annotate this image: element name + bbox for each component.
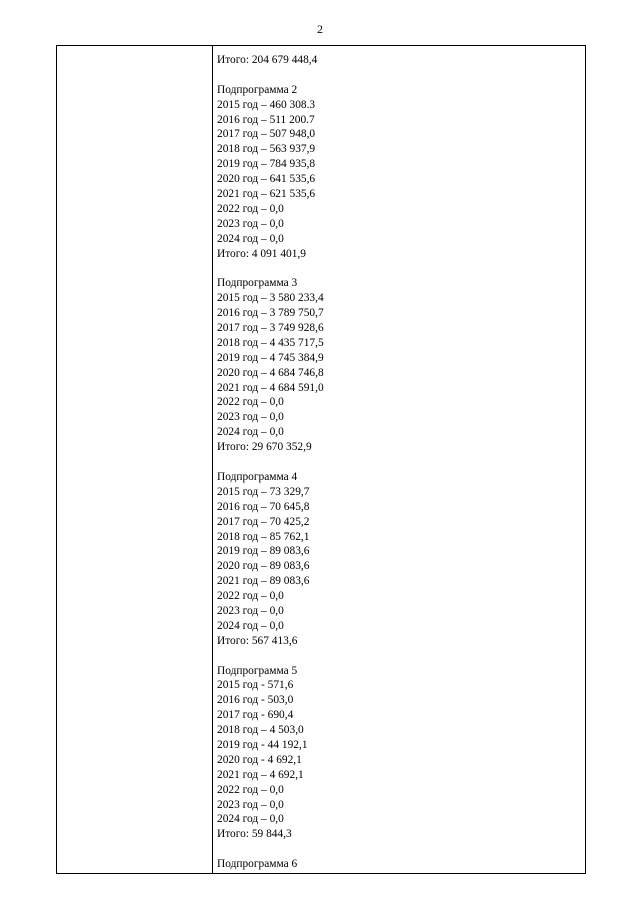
subprogram-total: Итого: 4 091 401,9 [217, 247, 306, 260]
year-amount-line: 2024 год – 0,0 [217, 426, 284, 439]
table-left-cell [57, 46, 213, 873]
year-amount-line: 2016 год – 70 645,8 [217, 500, 310, 513]
block-spacer [217, 649, 585, 664]
subprogram-heading: Подпрограмма 4 [217, 470, 298, 483]
funding-table [56, 45, 586, 874]
year-amount-line: 2020 год - 4 692,1 [217, 753, 302, 766]
subprogram-heading: Подпрограмма 2 [217, 83, 298, 96]
subprogram-block [217, 83, 585, 262]
year-amount-line: 2021 год – 4 684 591,0 [217, 381, 324, 394]
year-amount-line: 2016 год – 3 789 750,7 [217, 307, 324, 320]
year-amount-line: 2019 год – 89 083,6 [217, 545, 310, 558]
year-amount-line: 2020 год – 641 535,6 [217, 173, 316, 186]
year-amount-line: 2020 год – 4 684 746,8 [217, 366, 324, 379]
year-amount-line: 2022 год – 0,0 [217, 202, 284, 215]
year-amount-line: 2024 год – 0,0 [217, 619, 284, 632]
year-amount-line: 2019 год - 44 192,1 [217, 738, 308, 751]
year-amount-line: 2018 год – 563 937,9 [217, 143, 316, 156]
year-amount-line: 2022 год – 0,0 [217, 783, 284, 796]
subprogram-block [217, 53, 585, 68]
year-amount-line: 2019 год – 4 745 384,9 [217, 351, 324, 364]
year-amount-line: 2023 год – 0,0 [217, 604, 284, 617]
block-spacer [217, 455, 585, 470]
year-amount-line: 2018 год – 85 762,1 [217, 530, 310, 543]
subprogram-heading: Подпрограмма 5 [217, 664, 298, 677]
page-number: 2 [317, 22, 323, 36]
year-amount-line: 2021 год – 89 083,6 [217, 575, 310, 588]
year-amount-line: 2016 год - 503,0 [217, 694, 294, 707]
year-amount-line: 2022 год – 0,0 [217, 396, 284, 409]
year-amount-line: 2015 год - 571,6 [217, 679, 294, 692]
subprogram-block [217, 664, 585, 843]
subprogram-total: Итого: 29 670 352,9 [217, 441, 312, 454]
block-spacer [217, 842, 585, 857]
year-amount-line: 2016 год – 511 200.7 [217, 113, 315, 126]
year-amount-line: 2021 год – 621 535,6 [217, 188, 316, 201]
year-amount-line: 2023 год – 0,0 [217, 798, 284, 811]
year-amount-line: 2022 год – 0,0 [217, 590, 284, 603]
subprogram-block [217, 276, 585, 455]
year-amount-line: 2017 год – 70 425,2 [217, 515, 310, 528]
year-amount-line: 2015 год – 73 329,7 [217, 485, 310, 498]
year-amount-line: 2017 год - 690,4 [217, 709, 294, 722]
year-amount-line: 2017 год – 507 948,0 [217, 128, 316, 141]
year-amount-line: 2018 год – 4 503,0 [217, 724, 304, 737]
subprogram-heading: Подпрограмма 3 [217, 277, 298, 290]
subprogram-block [217, 470, 585, 649]
year-amount-line: 2024 год – 0,0 [217, 232, 284, 245]
year-amount-line: 2015 год – 460 308.3 [217, 98, 316, 111]
year-amount-line: 2023 год – 0,0 [217, 411, 284, 424]
subprogram-total: Итого: 567 413,6 [217, 634, 298, 647]
year-amount-line: 2015 год – 3 580 233,4 [217, 292, 324, 305]
year-amount-line: 2018 год – 4 435 717,5 [217, 336, 324, 349]
block-spacer [217, 68, 585, 83]
subprogram-block [217, 857, 585, 872]
year-amount-line: 2019 год – 784 935,8 [217, 158, 316, 171]
table-right-cell [213, 46, 585, 873]
subprogram-heading: Подпрограмма 6 [217, 858, 298, 871]
year-amount-line: 2021 год – 4 692,1 [217, 768, 304, 781]
year-amount-line: 2023 год – 0,0 [217, 217, 284, 230]
subprogram-total: Итого: 204 679 448,4 [217, 54, 318, 66]
subprogram-total: Итого: 59 844,3 [217, 828, 292, 841]
year-amount-line: 2020 год – 89 083,6 [217, 560, 310, 573]
year-amount-line: 2024 год – 0,0 [217, 813, 284, 826]
year-amount-line: 2017 год – 3 749 928,6 [217, 322, 324, 335]
block-spacer [217, 261, 585, 276]
